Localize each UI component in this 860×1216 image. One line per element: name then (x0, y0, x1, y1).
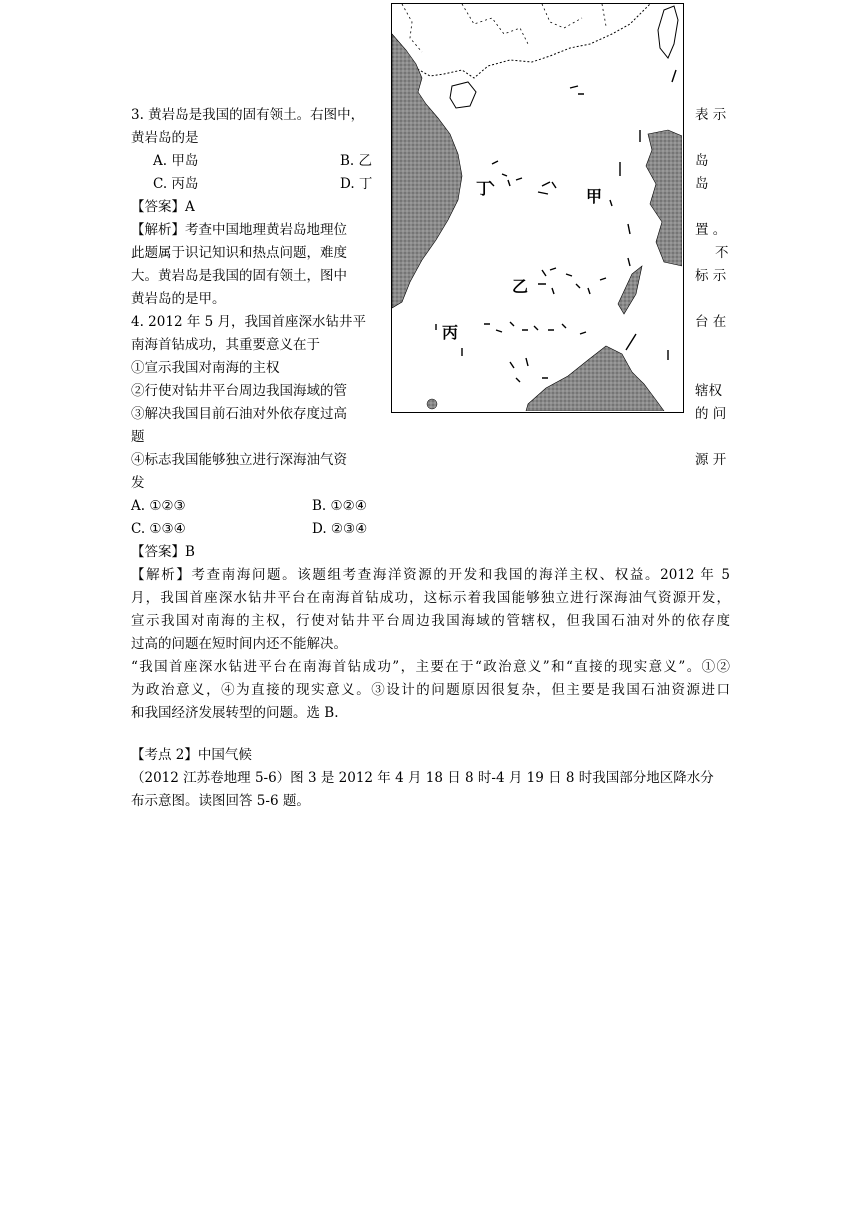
q4-stem-cont: 南海首钻成功，其重要意义在于 (131, 337, 320, 353)
q3-analysis-line-end: 标 示 (695, 268, 727, 284)
taiwan-outline (658, 6, 678, 58)
q4-item-4-cont: 发 (131, 475, 145, 491)
palawan-land (618, 266, 642, 314)
q4-analysis-line: “我国首座深水钻进平台在南海首钻成功”，主要在于“政治意义”和“直接的现实意义”。①② (131, 659, 730, 675)
q4-analysis-line: 过高的问题在短时间内还不能解决。 (131, 636, 347, 652)
small-island-land (427, 399, 437, 409)
q4-option-a: A. ①②③ (131, 498, 186, 514)
q4-answer: 【答案】B (131, 544, 195, 560)
q4-item-2: ②行使对钻井平台周边我国海域的管 (131, 383, 347, 399)
map-label-bing: 丙 (442, 323, 459, 342)
q3-stem-end: 表 示 (695, 107, 727, 123)
q4-item-3: ③解决我国目前石油对外依存度过高 (131, 406, 347, 422)
q3-analysis-line: 【解析】考查中国地理黄岩岛地理位 (131, 222, 347, 238)
q3-option-d: D. 丁 (340, 176, 373, 192)
q3-option-b-end: 岛 (695, 153, 709, 169)
indochina-land (392, 34, 462, 308)
q3-stem: 3. 黄岩岛是我国的固有领土。右图中， (131, 107, 365, 123)
q4-analysis-line: 为政治意义，④为直接的现实意义。③设计的问题原因很复杂，但主要是我国石油资源进口 (131, 682, 730, 698)
section-intro-cont: 布示意图。读图回答 5-6 题。 (131, 793, 310, 809)
q3-analysis-line-end: 置 。 (695, 222, 727, 238)
philippines-land (646, 130, 682, 266)
q3-analysis-line: 此题属于识记知识和热点问题，难度 (131, 245, 347, 261)
q4-stem-end: 台 在 (695, 314, 727, 330)
map-label-ding: 丁 (476, 179, 493, 198)
province-borders (402, 4, 606, 52)
map-label-yi: 乙 (512, 277, 529, 296)
scattered-islands (436, 70, 676, 382)
q4-item-4-end: 源 开 (695, 452, 727, 468)
q4-analysis-line: 宣示我国对南海的主权，行使对钻井平台周边我国海域的管辖权，但我国石油对外的依存度 (131, 613, 730, 629)
q4-stem: 4. 2012 年 5 月，我国首座深水钻井平 (131, 314, 366, 330)
q3-option-a: A. 甲岛 (153, 153, 199, 169)
q4-item-1: ①宣示我国对南海的主权 (131, 360, 280, 376)
q4-analysis-line: 月，我国首座深水钻井平台在南海首钻成功，这标示着我国能够独立进行深海油气资源开发， (131, 590, 730, 606)
q4-item-4: ④标志我国能够独立进行深海油气资 (131, 452, 347, 468)
q4-item-3-cont: 题 (131, 429, 145, 445)
q4-item-3-end: 的 问 (695, 406, 727, 422)
map-label-jia: 甲 (586, 187, 603, 206)
q3-analysis-line: 大。黄岩岛是我国的固有领土，图中 (131, 268, 347, 284)
south-china-sea-map (391, 3, 684, 413)
hainan-outline (450, 82, 476, 108)
section-heading: 【考点 2】中国气候 (131, 747, 252, 763)
q4-option-d: D. ②③④ (312, 521, 368, 537)
q4-option-c: C. ①③④ (131, 521, 186, 537)
section-intro (131, 767, 730, 790)
q4-option-b: B. ①②④ (312, 498, 367, 514)
china-coastline (392, 4, 650, 78)
q4-analysis-line: 和我国经济发展转型的问题。选 B. (131, 705, 339, 721)
q4-item-2-end: 辖权 (695, 383, 722, 399)
map-graphic (392, 4, 682, 411)
q3-analysis-line-end: 不 (715, 245, 729, 261)
section-intro-text: （2012 江苏卷地理 5-6）图 3 是 2012 年 4 月 18 日 8 时-4 月 19 日 8 时我国部分地区降水分 (131, 770, 714, 786)
q4-analysis-line: 【解析】考查南海问题。该题组考查海洋资源的开发和我国的海洋主权、权益。2012 年 5 (131, 567, 730, 583)
q3-option-d-end: 岛 (695, 176, 709, 192)
q3-option-b: B. 乙 (340, 153, 373, 169)
q3-analysis-line: 黄岩岛的是甲。 (131, 291, 226, 307)
q3-stem-cont: 黄岩岛的是 (131, 130, 199, 146)
q3-option-c: C. 丙岛 (153, 176, 199, 192)
q3-answer: 【答案】A (131, 199, 195, 215)
